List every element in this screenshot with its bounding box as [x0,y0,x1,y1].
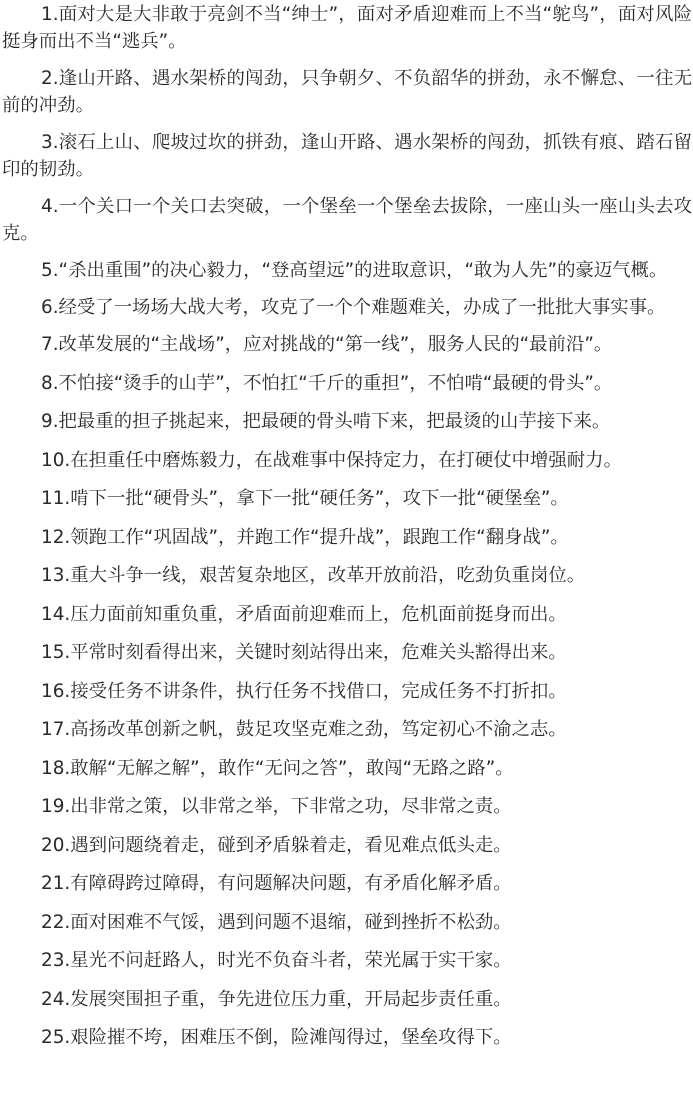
paragraph: 9.把最重的担子挑起来，把最硬的骨头啃下来，把最烫的山芋接下来。 [41,411,611,432]
article-body [2,0,692,1063]
paragraph: 20.遇到问题绕着走，碰到矛盾躲着走，看见难点低头走。 [41,834,512,856]
paragraph: 12.领跑工作“巩固战”，并跑工作“提升战”，跟跑工作“翻身战”。 [41,526,569,548]
paragraph: 6.经受了一场场大战大考，攻克了一个个难题难关，办成了一批批大事实事。 [41,297,666,318]
paragraph: 19.出非常之策，以非常之举，下非常之功，尽非常之责。 [41,796,512,817]
paragraph: 1.面对大是大非敢于亮剑不当“绅士”，面对矛盾迎难而上不当“鸵鸟”，面对风险挺身而出不当“逃兵”。 [2,4,692,52]
paragraph: 22.面对困难不气馁，遇到问题不退缩，碰到挫折不松劲。 [41,911,512,933]
paragraph: 10.在担重任中磨炼毅力，在战难事中保持定力，在打硬仗中增强耐力。 [41,449,622,471]
paragraph: 4.一个关口一个关口去突破，一个堡垒一个堡垒去拔除，一座山头一座山头去攻克。 [2,196,692,244]
paragraph: 24.发展突围担子重，争先进位压力重，开局起步责任重。 [41,988,512,1010]
paragraph: 15.平常时刻看得出来，关键时刻站得出来，危难关头豁得出来。 [41,642,567,663]
paragraph: 2.逢山开路、遇水架桥的闯劲，只争朝夕、不负韶华的拼劲，永不懈怠、一往无前的冲劲。 [2,68,692,116]
paragraph: 8.不怕接“烫手的山芋”，不怕扛“千斤的重担”，不怕啃“最硬的骨头”。 [41,372,613,394]
paragraph: 21.有障碍跨过障碍，有问题解决问题，有矛盾化解矛盾。 [41,873,512,894]
paragraph: 11.啃下一批“硬骨头”，拿下一批“硬任务”，攻下一批“硬堡垒”。 [41,488,569,509]
paragraph: 3.滚石上山、爬坡过坎的拼劲，逢山开路、遇水架桥的闯劲，抓铁有痕、踏石留印的韧劲。 [2,132,692,180]
paragraph: 18.敢解“无解之解”，敢作“无问之答”，敢闯“无路之路”。 [41,757,514,779]
paragraph: 14.压力面前知重负重，矛盾面前迎难而上，危机面前挺身而出。 [41,603,567,625]
paragraph: 16.接受任务不讲条件，执行任务不找借口，完成任务不打折扣。 [41,680,567,702]
paragraph: 5.“杀出重围”的决心毅力，“登高望远”的进取意识，“敢为人先”的豪迈气概。 [41,260,668,281]
paragraph: 25.艰险摧不垮，困难压不倒，险滩闯得过，堡垒攻得下。 [41,1027,512,1048]
paragraph: 17.高扬改革创新之帆，鼓足攻坚克难之劲，笃定初心不渝之志。 [41,719,567,740]
paragraph: 13.重大斗争一线，艰苦复杂地区，改革开放前沿，吃劲负重岗位。 [41,565,586,586]
paragraph: 23.星光不问赶路人，时光不负奋斗者，荣光属于实干家。 [41,950,512,971]
paragraph: 7.改革发展的“主战场”，应对挑战的“第一线”，服务人民的“最前沿”。 [41,334,613,355]
